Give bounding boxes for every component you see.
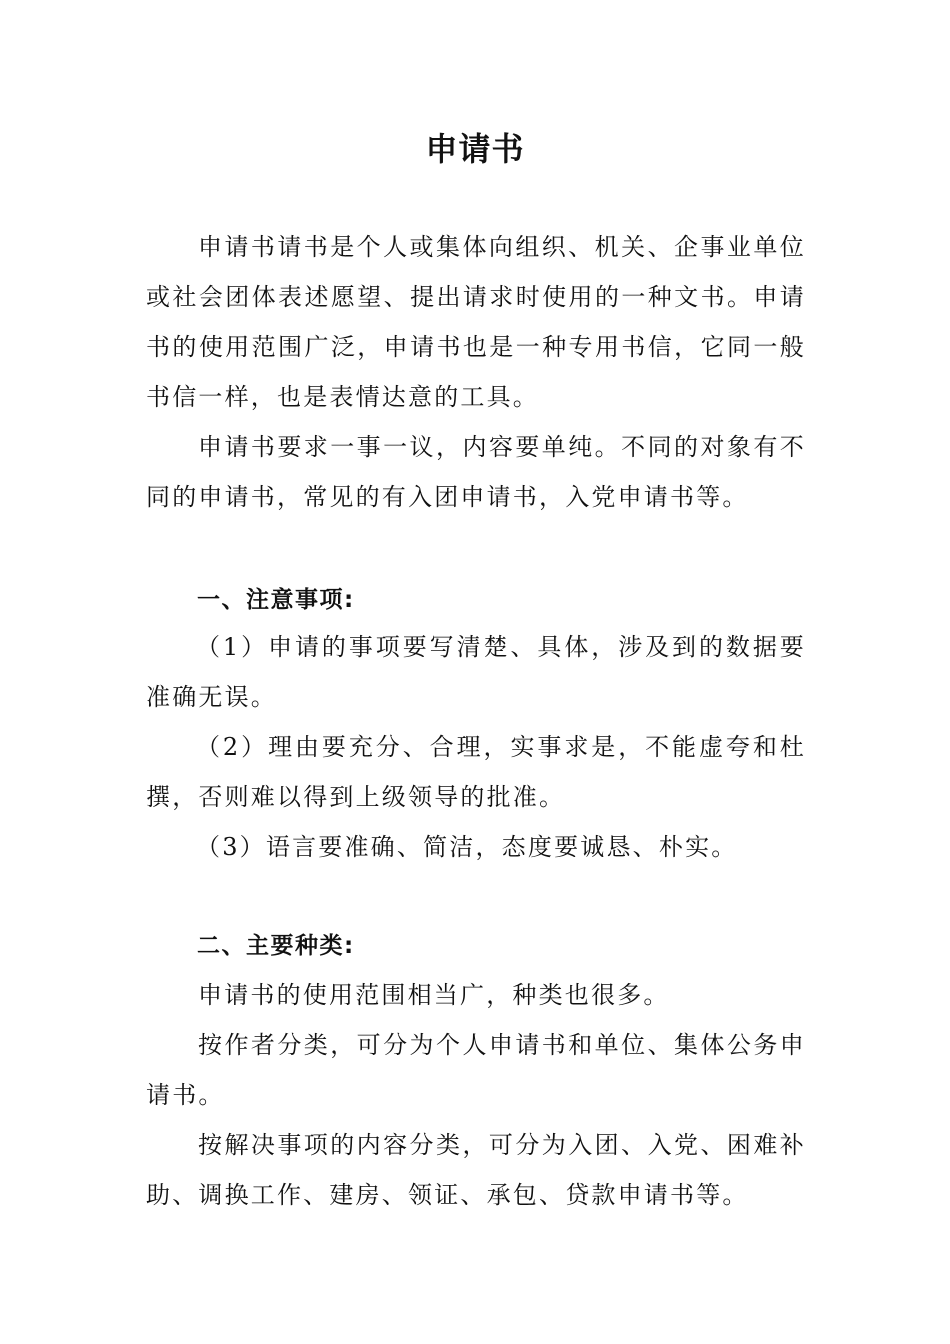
section-heading-notes: 一、注意事项: — [197, 587, 355, 613]
section-heading-types: 二、主要种类: — [197, 933, 355, 959]
types-paragraph-3: 按解决事项的内容分类，可分为入团、入党、困难补助、调换工作、建房、领证、承包、贷款申请书等。 — [146, 1131, 806, 1209]
intro-paragraph-1: 申请书请书是个人或集体向组织、机关、企事业单位或社会团体表述愿望、提出请求时使用的一种文书。申请书的使用范围广泛，申请书也是一种专用书信，它同一般书信一样，也是表情达意的工具。 — [146, 233, 806, 411]
note-item-1: （1）申请的事项要写清楚、具体，涉及到的数据要准确无误。 — [146, 633, 806, 711]
intro-paragraph-2: 申请书要求一事一议，内容要单纯。不同的对象有不同的申请书，常见的有入团申请书，入党申请书等。 — [146, 433, 806, 511]
types-paragraph-1: 申请书的使用范围相当广，种类也很多。 — [198, 981, 670, 1009]
document-title: 申请书 — [425, 130, 525, 168]
note-item-3: （3）语言要准确、简洁，态度要诚恳、朴实。 — [196, 833, 738, 861]
types-paragraph-2: 按作者分类，可分为个人申请书和单位、集体公务申请书。 — [146, 1031, 806, 1109]
note-item-2: （2）理由要充分、合理，实事求是，不能虚夸和杜撰，否则难以得到上级领导的批准。 — [146, 733, 806, 811]
